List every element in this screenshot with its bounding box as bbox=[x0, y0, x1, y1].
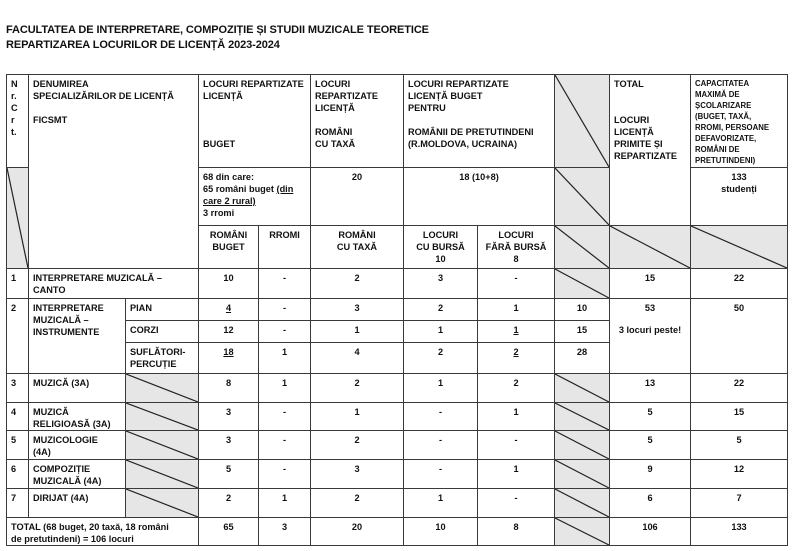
header-denumire: DENUMIREA SPECIALIZĂRILOR DE LICENȚĂ FICSMT bbox=[28, 74, 199, 269]
buget-detail-1: 68 din care: bbox=[203, 172, 255, 182]
row-cu-bursa: 3 bbox=[403, 268, 478, 299]
row-fara-bursa: 2 bbox=[477, 373, 555, 403]
row-capacitate: 12 bbox=[690, 459, 788, 489]
cell-value: 4 bbox=[354, 347, 360, 357]
faculty-title: FACULTATEA DE INTERPRETARE, COMPOZIȚIE ȘI STUDII MUZICALE TEORETICE bbox=[6, 24, 429, 36]
shaded-cell bbox=[554, 167, 610, 226]
subheader-cu-bursa: LOCURI CU BURSĂ 10 bbox=[403, 225, 478, 269]
row-capacitate: 15 bbox=[690, 402, 788, 431]
header-pretutindeni: LOCURI REPARTIZATE LICENȚĂ BUGET PENTRU ROMÂNII DE PRETUTINDENI (R.MOLDOVA, UCRAINA) bbox=[403, 74, 555, 168]
sub-row-fara-bursa bbox=[477, 298, 555, 321]
row-buget: 2 bbox=[198, 488, 259, 518]
diagonal-strike bbox=[555, 489, 609, 517]
sub-row-buget bbox=[198, 298, 259, 321]
sub-row-rromi bbox=[258, 320, 311, 343]
header-taxa: LOCURI REPARTIZATE LICENȚĂ ROMÂNI CU TAXĂ bbox=[310, 74, 404, 168]
sub-row-name: PIAN bbox=[125, 298, 199, 321]
cell-value: 1 bbox=[354, 325, 360, 335]
diagonal-strike bbox=[126, 403, 198, 430]
cell-value: 1 bbox=[437, 325, 444, 335]
row-name: MUZICĂ RELIGIOASĂ (3A) bbox=[28, 402, 126, 431]
row-buget: 3 bbox=[198, 402, 259, 431]
row-nr: 1 bbox=[6, 268, 29, 299]
document-subtitle: REPARTIZAREA LOCURILOR DE LICENȚĂ 2023-2024 bbox=[6, 39, 280, 51]
diagonal-strike bbox=[555, 226, 609, 268]
cell-value: 28 bbox=[576, 347, 588, 357]
shaded-cell bbox=[554, 459, 610, 489]
row-cu-bursa: - bbox=[403, 459, 478, 489]
shaded-cell bbox=[125, 430, 199, 460]
sub-row-taxa bbox=[310, 342, 404, 374]
row-total: 5 bbox=[609, 430, 691, 460]
totals-fara-bursa: 8 bbox=[477, 517, 555, 546]
totals-taxa: 20 bbox=[310, 517, 404, 546]
totals-capacitate: 133 bbox=[690, 517, 788, 546]
shaded-cell bbox=[125, 402, 199, 431]
row-nr: 6 bbox=[6, 459, 29, 489]
row-fara-bursa: 1 bbox=[477, 402, 555, 431]
totals-rromi: 3 bbox=[258, 517, 311, 546]
shaded-cell bbox=[554, 268, 610, 299]
cell-value: - bbox=[282, 325, 287, 335]
diagonal-strike bbox=[126, 460, 198, 488]
diagonal-strike bbox=[555, 374, 609, 402]
row-capacitate: 22 bbox=[690, 268, 788, 299]
row-name: INTERPRETARE MUZICALĂ – INSTRUMENTE bbox=[28, 298, 126, 374]
totals-label: TOTAL (68 buget, 20 taxă, 18 români de pretutindeni) = 106 locuri bbox=[6, 517, 199, 546]
row-total bbox=[609, 298, 691, 374]
row-fara-bursa: - bbox=[477, 268, 555, 299]
row-fara-bursa: 1 bbox=[477, 459, 555, 489]
row-nr: 5 bbox=[6, 430, 29, 460]
row-rromi: - bbox=[258, 268, 311, 299]
diagonal-strike bbox=[610, 226, 690, 268]
row-rromi: - bbox=[258, 402, 311, 431]
row-total-note: 3 locuri peste! bbox=[618, 325, 682, 335]
cell-value: 2 bbox=[437, 347, 444, 357]
sub-row-name: CORZI bbox=[125, 320, 199, 343]
cell-value: 10 bbox=[576, 303, 588, 313]
row-nr: 2 bbox=[6, 298, 29, 374]
diagonal-strike bbox=[7, 168, 28, 268]
row-capacitate: 5 bbox=[690, 430, 788, 460]
sub-row-fara-bursa bbox=[477, 342, 555, 374]
header-capacitate: CAPACITATEA MAXIMĂ DE ȘCOLARIZARE (BUGET, TAXĂ, RROMI, PERSOANE DEFAVORIZATE, ROMÂNI DE PRETUTINDENI) bbox=[690, 74, 788, 168]
row-name: MUZICOLOGIE (4A) bbox=[28, 430, 126, 460]
row-capacitate: 7 bbox=[690, 488, 788, 518]
row-nr: 4 bbox=[6, 402, 29, 431]
cell-value: 18 bbox=[223, 347, 234, 357]
subheader-rromi: RROMI bbox=[258, 225, 311, 269]
cell-value: 1 bbox=[513, 325, 519, 335]
sub-row-rromi bbox=[258, 342, 311, 374]
cell-value: 15 bbox=[576, 325, 588, 335]
row-nr: 3 bbox=[6, 373, 29, 403]
totals-cu-bursa: 10 bbox=[403, 517, 478, 546]
header-buget: LOCURI REPARTIZATE LICENȚĂ BUGET bbox=[198, 74, 311, 168]
row-nr: 7 bbox=[6, 488, 29, 518]
shaded-cell bbox=[554, 430, 610, 460]
row-cu-bursa: 1 bbox=[403, 373, 478, 403]
row-taxa: 2 bbox=[310, 373, 404, 403]
cell-value: 1 bbox=[513, 303, 519, 313]
shaded-cell bbox=[554, 74, 610, 168]
row-total: 5 bbox=[609, 402, 691, 431]
row-taxa: 2 bbox=[310, 268, 404, 299]
diagonal-strike bbox=[555, 168, 609, 225]
row-taxa: 2 bbox=[310, 488, 404, 518]
cell-value: 1 bbox=[281, 347, 288, 357]
row-name: MUZICĂ (3A) bbox=[28, 373, 126, 403]
row-cu-bursa: 1 bbox=[403, 488, 478, 518]
diagonal-strike bbox=[555, 269, 609, 298]
cell-value: 2 bbox=[513, 347, 519, 357]
cell-value: 4 bbox=[225, 303, 232, 313]
row-rromi: - bbox=[258, 459, 311, 489]
row-name: INTERPRETARE MUZICALĂ – CANTO bbox=[28, 268, 199, 299]
buget-detail-2: 65 români buget bbox=[203, 184, 277, 194]
row-name: COMPOZIȚIE MUZICALĂ (4A) bbox=[28, 459, 126, 489]
row-fara-bursa: - bbox=[477, 430, 555, 460]
shaded-cell bbox=[554, 373, 610, 403]
row-taxa: 3 bbox=[310, 459, 404, 489]
cell-value: 3 bbox=[354, 303, 360, 313]
sub-row-name: SUFLĂTORI- PERCUȚIE bbox=[125, 342, 199, 374]
diagonal-strike bbox=[555, 460, 609, 488]
shaded-cell bbox=[554, 517, 610, 546]
subheader-fara-bursa: LOCURI FĂRĂ BURSĂ 8 bbox=[477, 225, 555, 269]
sub-row-cu-bursa bbox=[403, 320, 478, 343]
sub-row-cu-bursa bbox=[403, 298, 478, 321]
row-buget: 10 bbox=[198, 268, 259, 299]
shaded-cell bbox=[690, 225, 788, 269]
row-capacitate: 50 bbox=[690, 298, 788, 374]
diagonal-strike bbox=[126, 431, 198, 459]
diagonal-strike bbox=[691, 226, 787, 268]
taxa-count: 20 bbox=[310, 167, 404, 226]
row-rromi: 1 bbox=[258, 488, 311, 518]
row-taxa: 1 bbox=[310, 402, 404, 431]
sub-row-extra bbox=[554, 298, 610, 321]
buget-detail-3: (din care 2 rural) bbox=[203, 184, 294, 206]
shaded-cell bbox=[609, 225, 691, 269]
shaded-cell bbox=[125, 459, 199, 489]
row-total: 13 bbox=[609, 373, 691, 403]
row-cu-bursa: - bbox=[403, 430, 478, 460]
subheader-romani-taxa: ROMÂNI CU TAXĂ bbox=[310, 225, 404, 269]
sub-row-rromi bbox=[258, 298, 311, 321]
diagonal-strike bbox=[555, 75, 609, 167]
subheader-romani-buget: ROMÂNI BUGET bbox=[198, 225, 259, 269]
row-rromi: 1 bbox=[258, 373, 311, 403]
sub-row-extra bbox=[554, 342, 610, 374]
row-fara-bursa: - bbox=[477, 488, 555, 518]
diagonal-strike bbox=[126, 374, 198, 402]
shaded-cell bbox=[554, 225, 610, 269]
sub-row-fara-bursa bbox=[477, 320, 555, 343]
sub-row-buget bbox=[198, 342, 259, 374]
row-capacitate: 22 bbox=[690, 373, 788, 403]
buget-detail-4: 3 rromi bbox=[203, 208, 235, 218]
buget-detail bbox=[198, 167, 311, 226]
diagonal-strike bbox=[555, 431, 609, 459]
capacitate-count: 133 studenți bbox=[690, 167, 788, 226]
shaded-cell bbox=[6, 167, 29, 269]
header-total: TOTAL LOCURI LICENȚĂ PRIMITE ȘI REPARTIZATE bbox=[609, 74, 691, 226]
cell-value: 2 bbox=[437, 303, 444, 313]
totals-total: 106 bbox=[609, 517, 691, 546]
shaded-cell bbox=[554, 402, 610, 431]
row-buget: 8 bbox=[198, 373, 259, 403]
sub-row-taxa bbox=[310, 320, 404, 343]
sub-row-taxa bbox=[310, 298, 404, 321]
sub-row-extra bbox=[554, 320, 610, 343]
row-name: DIRIJAT (4A) bbox=[28, 488, 126, 518]
row-buget: 3 bbox=[198, 430, 259, 460]
row-cu-bursa: - bbox=[403, 402, 478, 431]
row-rromi: - bbox=[258, 430, 311, 460]
row-taxa: 2 bbox=[310, 430, 404, 460]
shaded-cell bbox=[554, 488, 610, 518]
row-total: 9 bbox=[609, 459, 691, 489]
row-buget: 5 bbox=[198, 459, 259, 489]
shaded-cell bbox=[125, 373, 199, 403]
diagonal-strike bbox=[555, 518, 609, 545]
shaded-cell bbox=[125, 488, 199, 518]
header-nr: N r. C r t. bbox=[6, 74, 29, 168]
diagonal-strike bbox=[126, 489, 198, 517]
row-total: 15 bbox=[609, 268, 691, 299]
sub-row-cu-bursa bbox=[403, 342, 478, 374]
row-total: 6 bbox=[609, 488, 691, 518]
totals-buget: 65 bbox=[198, 517, 259, 546]
cell-value: 12 bbox=[223, 325, 234, 335]
pretutindeni-count: 18 (10+8) bbox=[403, 167, 555, 226]
sub-row-buget bbox=[198, 320, 259, 343]
row-total-value: 53 bbox=[644, 303, 656, 313]
diagonal-strike bbox=[555, 403, 609, 430]
cell-value: - bbox=[282, 303, 287, 313]
